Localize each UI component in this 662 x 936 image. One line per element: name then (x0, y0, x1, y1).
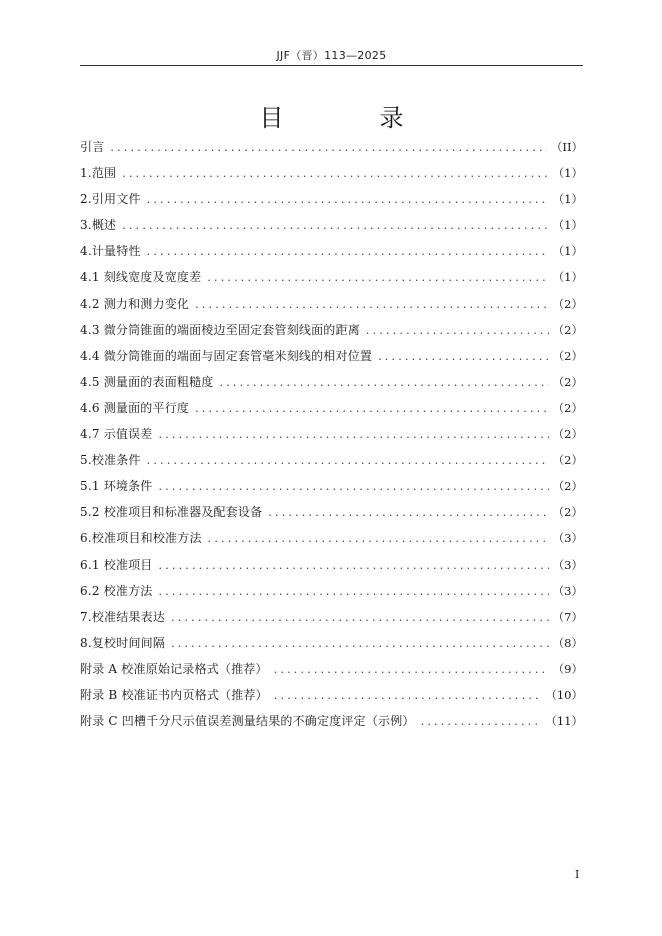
toc-entry[interactable] (80, 708, 583, 734)
table-of-contents (80, 134, 583, 734)
toc-leader-dots (366, 318, 549, 344)
toc-leader-dots (147, 239, 549, 265)
toc-entry[interactable] (80, 630, 583, 656)
toc-entry-label: 4.4 微分筒锥面的端面与固定套管毫米刻线的相对位置 (80, 348, 373, 363)
toc-leader-dots (195, 396, 549, 422)
document-header: JJF（晋）113—2025 (276, 49, 387, 62)
toc-entry-page: （2） (552, 322, 583, 337)
toc-entry-page: （2） (552, 374, 583, 389)
toc-leader-dots (147, 448, 549, 474)
toc-entry-page: （8） (552, 635, 583, 650)
toc-leader-dots (171, 631, 549, 657)
toc-entry-page: （1） (552, 244, 583, 259)
toc-entry[interactable] (80, 186, 583, 212)
toc-entry-label: 2.引用文件 (80, 192, 141, 207)
toc-entry-label: 4.7 示值误差 (80, 427, 153, 442)
toc-entry-label: 4.5 测量面的表面粗糙度 (80, 374, 214, 389)
toc-entry-page: （3） (552, 531, 583, 546)
toc-entry-page: （1） (552, 166, 583, 181)
toc-leader-dots (207, 265, 548, 291)
toc-entry[interactable] (80, 343, 583, 369)
toc-entry-label: 4.6 测量面的平行度 (80, 400, 190, 415)
toc-entry-page: （II） (550, 140, 583, 154)
toc-entry-label: 8.复校时间间隔 (80, 635, 166, 650)
toc-leader-dots (274, 657, 549, 683)
toc-entry-label: 5.2 校准项目和标准器及配套设备 (80, 505, 263, 520)
toc-leader-dots (274, 683, 542, 709)
toc-entry[interactable] (80, 212, 583, 238)
toc-entry-label: 5.1 环境条件 (80, 479, 153, 494)
toc-leader-dots (268, 500, 548, 526)
toc-entry-label: 6.1 校准项目 (80, 557, 153, 572)
toc-entry-page: （1） (552, 218, 583, 233)
toc-entry-label: 附录 A 校准原始记录格式（推荐） (80, 661, 268, 676)
toc-entry-page: （2） (552, 505, 583, 520)
toc-entry-page: （11） (545, 714, 583, 729)
page-number: I (575, 868, 580, 881)
toc-entry[interactable] (80, 160, 583, 186)
toc-leader-dots (159, 474, 549, 500)
toc-leader-dots (159, 422, 549, 448)
toc-leader-dots (171, 605, 549, 631)
toc-leader-dots (147, 187, 549, 213)
toc-entry-page: （2） (552, 453, 583, 468)
toc-entry-label: 6.校准项目和校准方法 (80, 531, 202, 546)
toc-entry[interactable] (80, 604, 583, 630)
toc-entry[interactable] (80, 525, 583, 551)
header-rule (80, 65, 583, 66)
toc-entry[interactable] (80, 317, 583, 343)
toc-entry-page: （7） (552, 609, 583, 624)
toc-entry-label: 3.概述 (80, 218, 117, 233)
toc-leader-dots (378, 344, 549, 370)
toc-entry-page: （3） (552, 557, 583, 572)
toc-leader-dots (208, 526, 549, 552)
toc-entry-page: （1） (552, 192, 583, 207)
toc-entry-page: （3） (552, 583, 583, 598)
toc-entry-label: 5.校准条件 (80, 453, 141, 468)
toc-entry[interactable] (80, 656, 583, 682)
toc-entry[interactable] (80, 238, 583, 264)
toc-entry-label: 6.2 校准方法 (80, 583, 153, 598)
toc-entry[interactable] (80, 578, 583, 604)
toc-entry[interactable] (80, 499, 583, 525)
toc-entry-label: 1.范围 (80, 166, 117, 181)
page-title: 目 录 (259, 104, 440, 132)
toc-entry-page: （10） (545, 687, 583, 702)
toc-entry-page: （9） (552, 661, 583, 676)
toc-entry[interactable] (80, 447, 583, 473)
toc-leader-dots (159, 553, 549, 579)
toc-entry[interactable] (80, 291, 583, 317)
toc-leader-dots (421, 709, 542, 735)
toc-entry-label: 附录 B 校准证书内页格式（推荐） (80, 687, 268, 702)
toc-entry-label: 附录 C 凹槽千分尺示值误差测量结果的不确定度评定（示例） (80, 714, 415, 729)
toc-leader-dots (110, 135, 547, 161)
toc-entry-page: （1） (552, 270, 583, 285)
toc-leader-dots (220, 370, 549, 396)
toc-entry[interactable] (80, 473, 583, 499)
toc-entry-page: （2） (552, 400, 583, 415)
toc-entry-label: 4.计量特性 (80, 244, 141, 259)
toc-entry-label: 4.3 微分筒锥面的端面棱边至固定套管刻线面的距离 (80, 322, 360, 337)
toc-entry-label: 4.2 测力和测力变化 (80, 296, 190, 311)
toc-leader-dots (122, 213, 548, 239)
toc-entry-page: （2） (552, 348, 583, 363)
toc-entry[interactable] (80, 134, 583, 160)
toc-entry[interactable] (80, 369, 583, 395)
toc-entry[interactable] (80, 552, 583, 578)
toc-entry-label: 7.校准结果表达 (80, 609, 166, 624)
toc-entry-page: （2） (552, 427, 583, 442)
toc-entry[interactable] (80, 421, 583, 447)
toc-entry-label: 4.1 刻线宽度及宽度差 (80, 270, 202, 285)
toc-entry-page: （2） (552, 296, 583, 311)
toc-entry[interactable] (80, 682, 583, 708)
toc-leader-dots (159, 579, 549, 605)
toc-entry[interactable] (80, 264, 583, 290)
toc-entry[interactable] (80, 395, 583, 421)
toc-entry-page: （2） (552, 479, 583, 494)
toc-entry-label: 引言 (80, 140, 105, 154)
toc-leader-dots (195, 292, 549, 318)
toc-leader-dots (122, 161, 548, 187)
